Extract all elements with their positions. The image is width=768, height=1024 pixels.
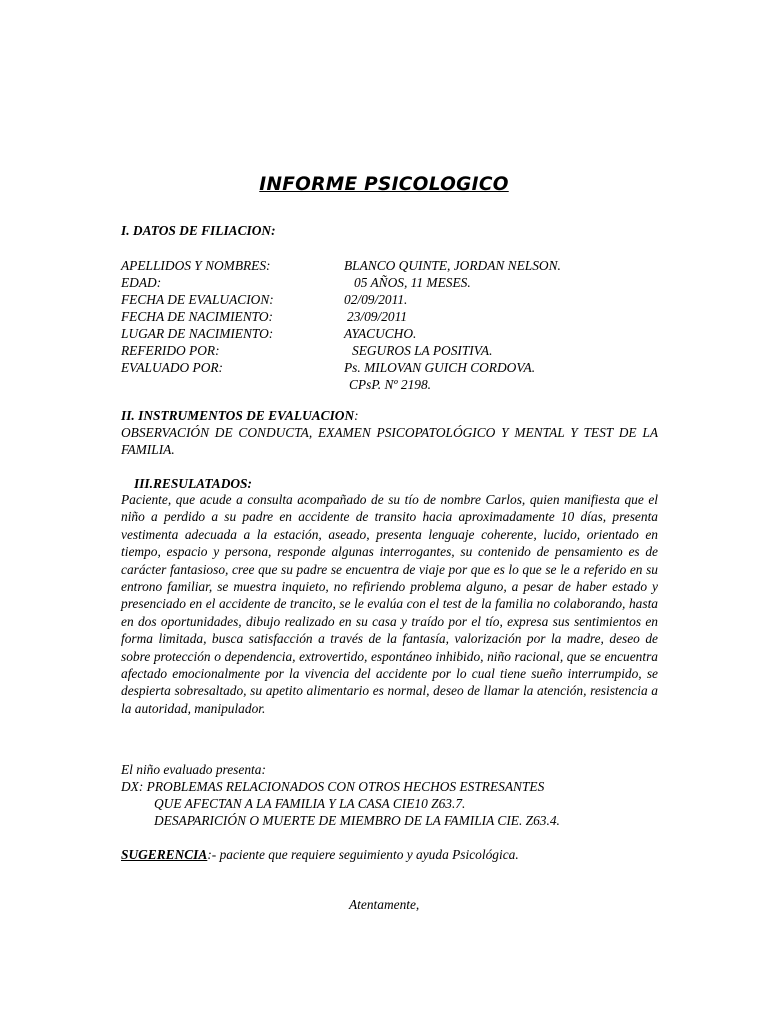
field-value-age: 05 AÑOS, 11 MESES. — [354, 275, 471, 290]
suggestion-text: :- paciente que requiere seguimiento y ayuda Psicológica. — [207, 847, 519, 862]
section2-text: OBSERVACIÓN DE CONDUCTA, EXAMEN PSICOPATOLÓGICO Y MENTAL Y TEST DE LA FAMILIA. — [121, 425, 658, 457]
field-label-birth-place: LUGAR DE NACIMIENTO: — [121, 326, 274, 341]
suggestion-label: SUGERENCIA — [121, 847, 208, 862]
field-value-names: BLANCO QUINTE, JORDAN NELSON. — [344, 258, 561, 273]
field-value-referred-by: SEGUROS LA POSITIVA. — [352, 343, 493, 358]
field-label-names: APELLIDOS Y NOMBRES: — [121, 258, 271, 273]
suggestion — [121, 846, 519, 863]
diagnosis-line-2: QUE AFECTAN A LA FAMILIA Y LA CASA CIE10 Z63.7. — [154, 796, 466, 811]
field-label-eval-date: FECHA DE EVALUACION: — [121, 292, 274, 307]
field-value-evaluated-by: Ps. MILOVAN GUICH CORDOVA. — [344, 360, 536, 375]
closing: Atentamente, — [349, 897, 420, 912]
field-value-birth-place: AYACUCHO. — [344, 326, 417, 341]
diagnosis-intro: El niño evaluado presenta: — [121, 762, 266, 777]
diagnosis-line-3: DESAPARICIÓN O MUERTE DE MIEMBRO DE LA FAMILIA CIE. Z63.4. — [154, 813, 560, 828]
field-label-age: EDAD: — [121, 275, 162, 290]
section2-heading: II. INSTRUMENTOS DE EVALUACION: — [121, 408, 359, 423]
document-title: INFORME PSICOLOGICO — [259, 174, 509, 195]
field-value-birth-date: 23/09/2011 — [347, 309, 408, 324]
field-label-referred-by: REFERIDO POR: — [121, 343, 220, 358]
cpsp-number: CPsP. Nº 2198. — [349, 377, 432, 392]
diagnosis-line-1: DX: PROBLEMAS RELACIONADOS CON OTROS HECHOS ESTRESANTES — [121, 779, 545, 794]
field-value-eval-date: 02/09/2011. — [344, 292, 408, 307]
field-label-evaluated-by: EVALUADO POR: — [121, 360, 224, 375]
field-label-birth-date: FECHA DE NACIMIENTO: — [121, 309, 274, 324]
section1-heading: I. DATOS DE FILIACION: — [121, 223, 276, 238]
section3-heading: III.RESULATADOS: — [134, 476, 252, 491]
section3-text: Paciente, que acude a consulta acompañado de su tío de nombre Carlos, quien manifiesta que el niño a perdido a su padre en accidente de transito hacia aproximadamente 10 días, presenta vestimenta adecuada a la estación, aseado, presenta lenguaje coherente, lucido, orientado en tiempo, espacio y persona, responde algunas interrogantes, su contenido de pensamiento es de carácter fantasioso, cree que su padre se encuentra de viaje por que es lo que se le a referido en su entrono familiar, se muestra inquieto, no refiriendo problema alguno, a pesar de haber estado y presenciado en el accidente de trancito, se le evalúa con el test de la familia no colaborando, hasta en dos oportunidades, dibujo realizado en su casa y traído por el tío, expresa sus sentimientos en forma limitada, busca satisfacción a través de la fantasía, valorización por la madre, deseo de sobre protección o dependencia, extrovertido, espontáneo inhibido, niño racional, que se encuentra afectado emocionalmente por la vivencia del accidente por lo cual tiene sueño interrumpido, se despierta sobresaltado, su apetito alimentario es normal, deseo de llamar la atención, resistencia a la autoridad, manipulador. — [121, 492, 658, 716]
